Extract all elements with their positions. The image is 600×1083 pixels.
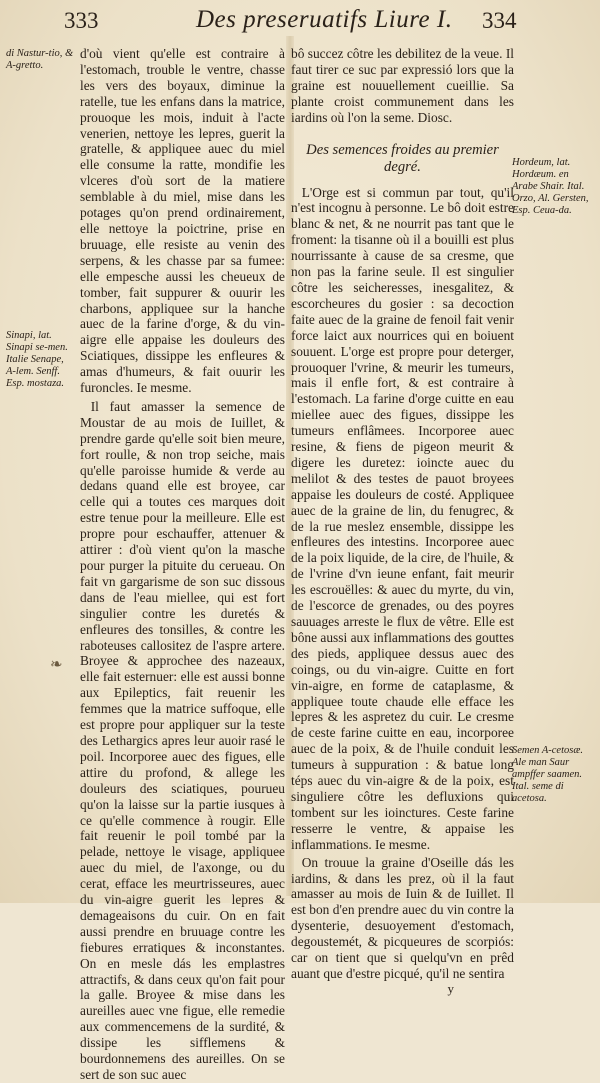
printer-mark-icon: ❧ xyxy=(50,655,63,673)
running-head: Des preseruatifs Liure I. xyxy=(196,6,453,33)
margin-note-left-mustard: Sinapi, lat. Sinapi se-men. Italie Senape, A-lem. Senff. Esp. mostaza. xyxy=(6,330,68,389)
left-paragraph-1: d'où vient qu'elle est contraire à l'estomach, trouble le ventre, chasse les vers des boyaux, diminue la ratelle, tue les enfans dans la matrice, prouoque les mois, induit à l'acte venerien, nettoye les lepres, guerit la gratelle, & appliquee auec du miel elle consume la ratte, mondifie les vlceres d'où sort de la matiere semblable à du miel, mise dans les potages qu'on prend ordinairement, elle nettoye la poictrine, prise en bruuage, elle resiste au venin des serpens, & les chasse par sa fumee: elle empesche aussi les cheueux de tomber, fait suppurer & ouurir les charbons, appliquee sur la hanche auec de la farine d'orge, & du vin-aigre elle appaise les douleurs des Sciatiques, dissippe les enfleures & amas d'humeurs, & fait ouurir les furoncles. Ie mesme. xyxy=(80,46,285,396)
left-paragraph-2: Il faut amasser la semence de Moustar de au mois de Iuillet, & prendre garde qu'elle soit bien meure, fort roulle, & non trop seiche, mais qu'elle paroisse humide & verde au dedans quand elle est broyee, car celle qui a toutes ces marques doit estre tenue pour la meilleure. Elle est propre pour eschauffer, attenuer & attirer : d'où vient qu'on la masche pour purger la pituite du cerueau. On fait vn gargarisme de son suc dissous dans de l'eau miellee, qui est fort singulier contre les duretés & enfleures des tonsilles, & contre les raboteuses callositez de l'aspre artere. Broyee & approchee des nazeaux, elle fait esternuer: elle est aussi bonne aux Epileptics, fait reuenir les femmes que la matrice suffoque, elle est propre pour appliquer sur la teste des Lethargics apres leur auoir rasé le poil. Incorporee auec des figues, elle attire du profond, & allege les douleurs des sciatiques, pourueu qu'on la laisse sur la partie iusques à ce qu'elle commence à rougir. Elle fait reuenir le poil tombé par la pelade, nettoye le visage, appliquee auec du miel, de l'axonge, ou du cerat, efface les meurtrisseures, auec du vin-aigre guerit les lepres & demageaisons du cuir. On en fait aussi prendre en bruuage contre les fiebures erratiques & inconstantes. On en mesle dás les emplastres attractifs, & dans ceux qu'on fait pour la galle. Broyee & mise dans les aureilles auec vne figue, elle remedie aux commencemens de la surdité, & dissipe les sifflemens & bourdonnemens des aureilles. On se sert de son suc auec xyxy=(80,398,285,1082)
margin-note-right-sorrel: Semen A-cetosæ. Ale man Saur ampffer saamen. Ital. seme di acetosa. xyxy=(512,745,583,804)
section-heading: Des semences froides au premier degré. xyxy=(306,141,499,175)
right-paragraph-2: L'Orge est si commun par tout, qu'il n'est incognu à personne. Le bô doit estre blanc & net, & ne nourrit pas tant que le froment: la tisanne où il a bouilli est plus nourrissante à cause de sa cresme, que non pas la farine seule. Il est singulier côtre les seicheresses, inesgalitez, & escorcheures du gosier : sa decoction faite auec de la graine de fenoil fait venir force laict aux nourrices qui en boiuent souuent. L'orge est propre pour deterger, prouoquer l'vrine, & meurir les tumeurs, mais il enfle fort, & est contraire à l'estomach. La farine d'orge cuitte en eau miellee auec des figues, dissippe les tumeurs enflâmees. Incorporee auec resine, & fiens de pigeon meurit & digere les duretez: ioincte auec du melilot & des testes de pauot broyees appaise les douleurs de costé. Appliquee auec de la graine de lin, du fenugrec, & de la rue meslez ensemble, dissippe les enfleures des intestins. Incorporee auec de la poix liquide, de la cire, de l'huile, & de l'vrine d'vn ieune enfant, fait meurir les escrouëlles: & auec du myrte, du vin, de l'escorce de grenades, ou des poyres sauuages arreste le flux de vêtre. Elle est bône aussi aux inflammations des gouttes des pieds, appliquee dessus auec des coings, ou du vin-aigre. Cuitte en fort vin-aigre, en forme de cataplasme, & appliquee toute chaude elle efface les lepres & les aspretez du cuir. Le cresme de ceste farine cuitte en eau, incorporee auec de la poix, & de l'huile conduit les tumeurs à suppuration : & batue long téps auec du vin-aigre & de la poix, est singuliere côtre les defluxions qui tombent sur les ioinctures. Ceste farine resserre le ventre, & appaise les inflammations. Ie mesme. xyxy=(291,184,514,852)
page-number-right: 334 xyxy=(482,8,517,33)
left-column xyxy=(80,46,285,1083)
catchword: y xyxy=(447,980,454,996)
page-number-left: 333 xyxy=(64,8,99,33)
right-paragraph-1: bô succez côtre les debilitez de la veue. Il faut tirer ce suc par expressió lors que la graine est nouuellement cueillie. Sa plante croist communement dans les iardins où l'on la seme. Diosc. xyxy=(291,46,514,125)
right-paragraph-3: On trouue la graine d'Oseille dás les iardins, & dans les prez, où il la faut amasser au mois de Iuin & de Iuillet. Il est bon d'en prendre auec du vin contre la dysenterie, desuoyement d'estomach, degoustemét, & picqueures de scorpiós: car on tient que si quelqu'vn en prêd auant que d'estre picqué, qu'il ne sentira xyxy=(291,854,514,981)
margin-note-right-barley: Hordeum, lat. Hordæum. en Arabe Shair. Ital. Orzo, Al. Gersten, Esp. Ceua-da. xyxy=(512,157,589,216)
margin-note-left-top: di Nastur-tio, & A-gretto. xyxy=(6,48,74,71)
page-header xyxy=(0,4,600,38)
right-column xyxy=(291,46,514,996)
